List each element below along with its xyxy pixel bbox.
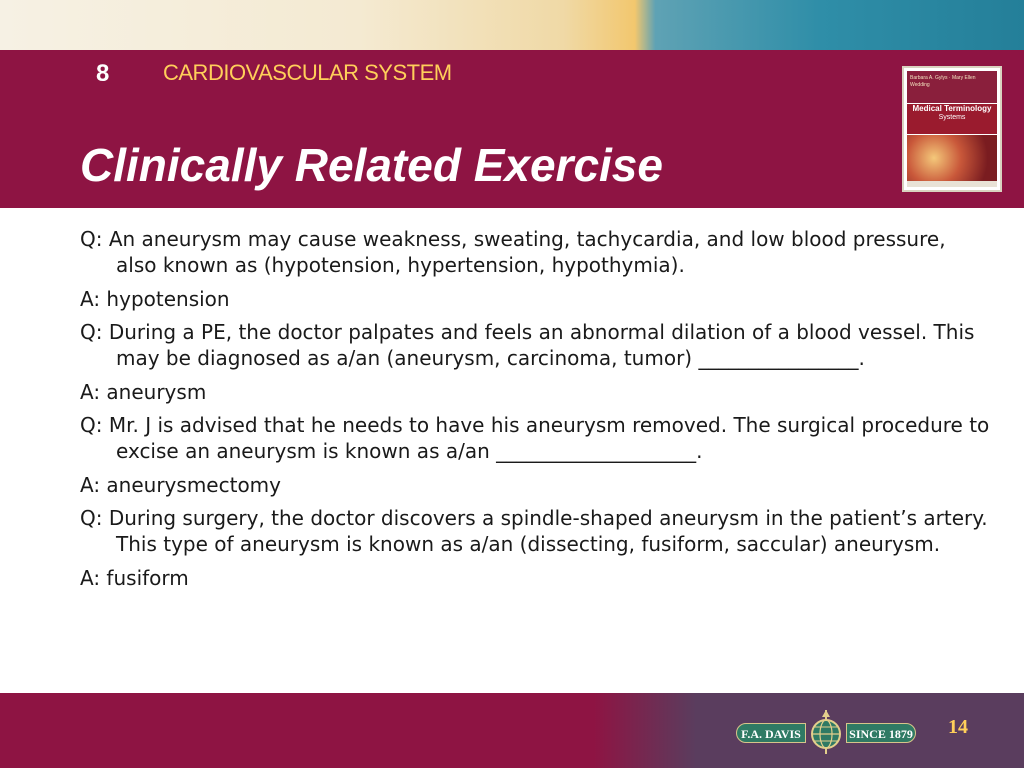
logo-right-label: SINCE 1879 xyxy=(846,723,916,743)
globe-icon xyxy=(808,710,844,754)
logo-left-label: F.A. DAVIS xyxy=(736,723,806,743)
answer-3: A: aneurysmectomy xyxy=(80,473,281,497)
book-cover-subtitle: Systems xyxy=(938,114,966,121)
book-cover-title: Medical Terminology xyxy=(912,104,992,113)
exercise-content xyxy=(80,226,990,598)
book-cover-artwork xyxy=(907,135,997,181)
question-4: Q: During surgery, the doctor discovers a spindle-shaped aneurysm in the patient’s artery. This type of aneurysm is known as a/an (dissecting, fusiform, saccular) aneurysm. xyxy=(80,506,988,556)
question-1: Q: An aneurysm may cause weakness, sweating, tachycardia, and low blood pressure, also known as (hypotension, hypertension, hypothymia). xyxy=(80,227,946,277)
question-3: Q: Mr. J is advised that he needs to have his aneurysm removed. The surgical procedure to excise an aneurysm is known as a/an ____________________. xyxy=(80,413,990,463)
top-decorative-strip xyxy=(0,0,1024,50)
book-cover-footer xyxy=(907,181,997,187)
slide-title: Clinically Related Exercise xyxy=(80,139,663,191)
chapter-title: CARDIOVASCULAR SYSTEM xyxy=(163,60,452,85)
fa-davis-logo xyxy=(736,706,916,758)
answer-2: A: aneurysm xyxy=(80,380,207,404)
chapter-number: 8 xyxy=(96,60,110,87)
book-cover-authors: Barbara A. Gylys · Mary Ellen Wedding xyxy=(910,75,976,88)
page-number: 14 xyxy=(948,716,968,738)
book-cover-title-block xyxy=(907,104,997,134)
answer-1: A: hypotension xyxy=(80,287,230,311)
question-2: Q: During a PE, the doctor palpates and feels an abnormal dilation of a blood vessel. This may be diagnosed as a/an (aneurysm, carcinoma, tumor) ________________. xyxy=(80,320,975,370)
answer-4: A: fusiform xyxy=(80,566,189,590)
book-cover-image xyxy=(902,66,1002,192)
